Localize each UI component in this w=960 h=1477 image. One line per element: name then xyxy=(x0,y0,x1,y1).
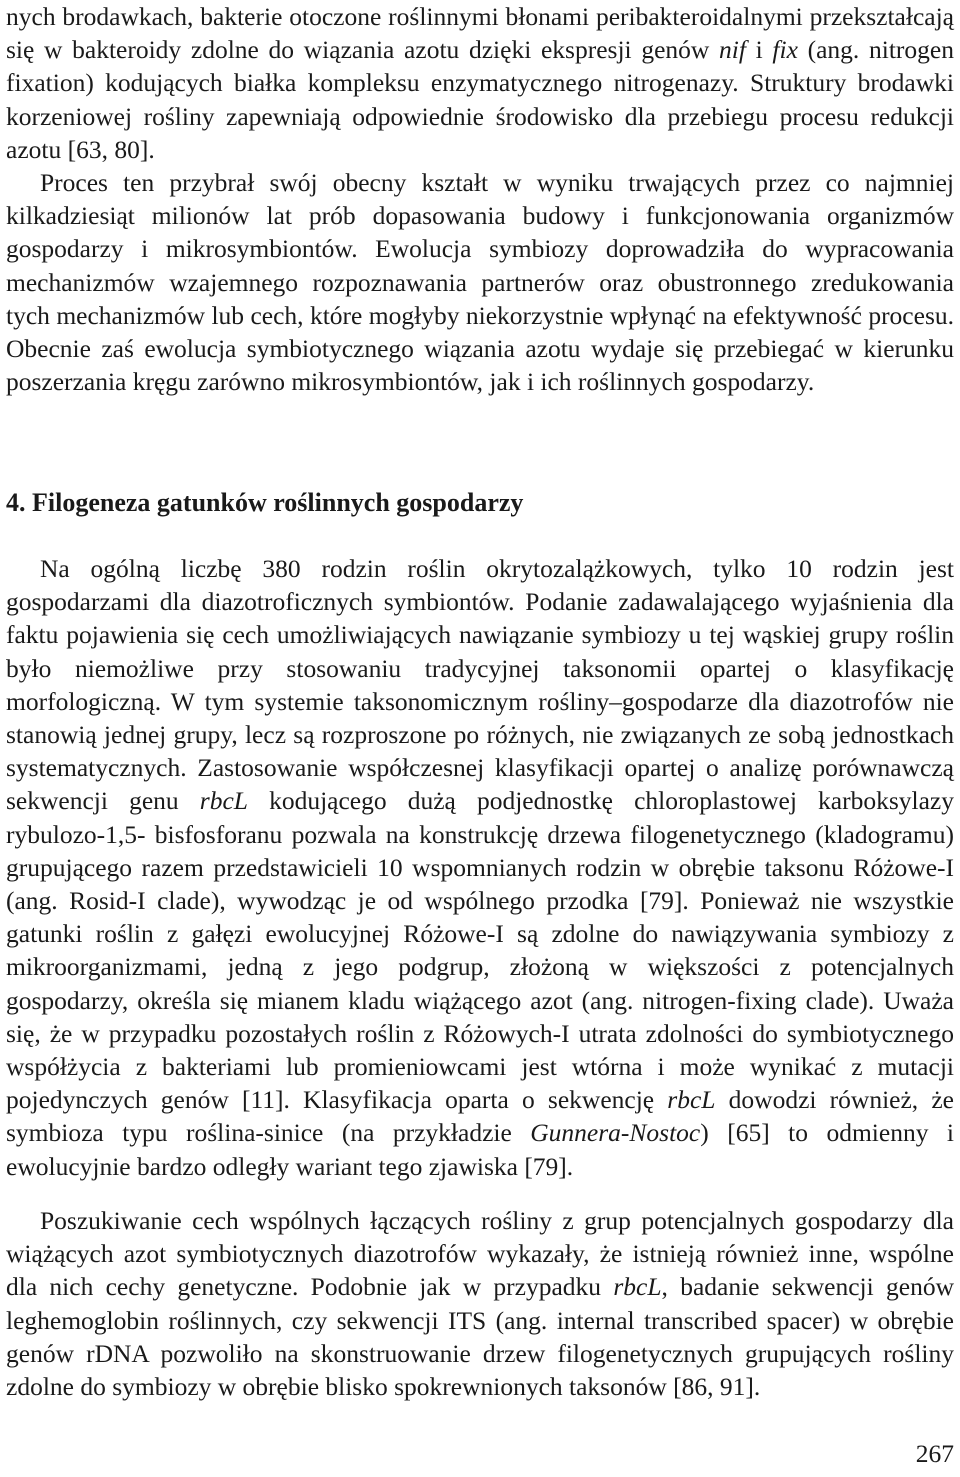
species-gunnera-nostoc: Gunnera-Nostoc xyxy=(530,1118,701,1148)
para4-text-a: Poszukiwanie cech wspólnych łączących rośliny z grup potencjalnych gospodarzy dla wiążących azot symbiotycznych diazotrofów wykazały, że istnieją również inne, wspólne dla nich cechy genetyczne. Podobnie jak w przypadku xyxy=(6,1206,954,1302)
gene-rbcl-1: rbcL xyxy=(199,786,248,816)
para1-text-c: (ang. nitrogen fixation) kodujących białka kompleksu enzymatycznego nitrogenazy. Struktury brodawki korzeniowej rośliny zapewniają odpowiednie środowisko dla przebiegu procesu redukcji azotu [63, 80]. xyxy=(6,35,954,164)
gene-fix: fix xyxy=(772,35,798,65)
page-number: 267 xyxy=(915,1439,954,1468)
paragraph-4 xyxy=(6,1204,954,1403)
para3-text-a: Na ogólną liczbę 380 rodzin roślin okrytozalążkowych, tylko 10 rodzin jest gospodarzami dla diazotroficznych symbiontów. Podanie zadawalającego wyjaśnienia dla faktu pojawienia się cech umożliwiających nawiązanie symbiozy u tej wąskiej grupy roślin było niemożliwe przy stosowaniu tradycyjnej taksonomii opartej o klasyfikację morfologiczną. W tym systemie taksonomicznym rośliny–gospodarze dla diazotrofów nie stanowią jednej grupy, lecz są rozproszone po różnych, nie związanych ze sobą jednostkach systematycznych. Zastosowanie współczesnej klasyfikacji opartej o analizę porównawczą sekwencji genu xyxy=(6,554,954,816)
para3-text-b: kodującego dużą podjednostkę chloroplastowej karboksylazy rybulozo-1,5- bisfosforanu pozwala na konstrukcję drzewa filogenetycznego (kladogramu) grupującego razem przedstawicieli 10 wspomnianych rodzin w obrębie taksonu Różowe-I (ang. Rosid-I clade), wywodząc je od wspólnego przodka [79]. Ponieważ nie wszystkie gatunki roślin z gałęzi ewolucyjnej Różowe-I są zdolne do nawiązywania symbiozy z mikroorganizmami, jedną z jego podgrup, złożoną w większości z potencjalnych gospodarzy, określa się mianem kladu wiążącego azot (ang. nitrogen-fixing clade). Uważa się, że w przypadku pozostałych roślin z Różowych-I utrata zdolności do symbiotycznego współżycia z bakteriami lub promieniowcami jest wtórna i może wynikać z mutacji pojedynczych genów [11]. Klasyfikacja oparta o sekwencję xyxy=(6,786,955,1115)
paragraph-2: Proces ten przybrał swój obecny kształt w wyniku trwających przez co najmniej kilkadziesiąt milionów lat prób dopasowania budowy i funkcjonowania organizmów gospodarzy i mikrosymbiontów. Ewolucja symbiozy doprowadziła do wypracowania mechanizmów wzajemnego rozpoznawania partnerów oraz obustronnego zredukowania tych mechanizmów lub cech, które mogłyby niekorzystnie wpłynąć na efektywność procesu. Obecnie zaś ewolucja symbiotycznego wiązania azotu wydaje się przebiegać w kierunku poszerzania kręgu zarówno mikrosymbiontów, jak i ich roślinnych gospodarzy. xyxy=(6,168,954,397)
para1-text-a: nych brodawkach, bakterie otoczone roślinnymi błonami peribakteroidalnymi przekształcają się w bakteroidy zdolne do wiązania azotu dzięki ekspresji genów xyxy=(6,2,954,65)
gene-nif: nif xyxy=(719,35,746,65)
para4-text-b: , badanie sekwencji genów leghemoglobin roślinnych, czy sekwencji ITS (ang. internal transcribed spacer) w obrębie genów rDNA pozwoliło na skonstruowanie drzew filogenetycznych grupujących rośliny zdolne do symbiozy w obrębie blisko spokrewnionych taksonów [86, 91]. xyxy=(6,1272,954,1402)
gene-rbcl-2: rbcL xyxy=(667,1085,716,1115)
para3-text-c: dowodzi również, że symbioza typu roślina-sinice (na przykładzie xyxy=(6,1085,954,1148)
section-heading: 4. Filogeneza gatunków roślinnych gospodarzy xyxy=(6,488,524,517)
para3-text-d: ) [65] to odmienny i ewolucyjnie bardzo odległy wariant tego zjawiska [79]. xyxy=(6,1118,954,1181)
para1-text-b: i xyxy=(745,35,773,65)
paragraph-3 xyxy=(6,552,954,1183)
gene-rbcl-3: rbcL xyxy=(613,1272,662,1302)
paragraph-1 xyxy=(6,0,954,166)
